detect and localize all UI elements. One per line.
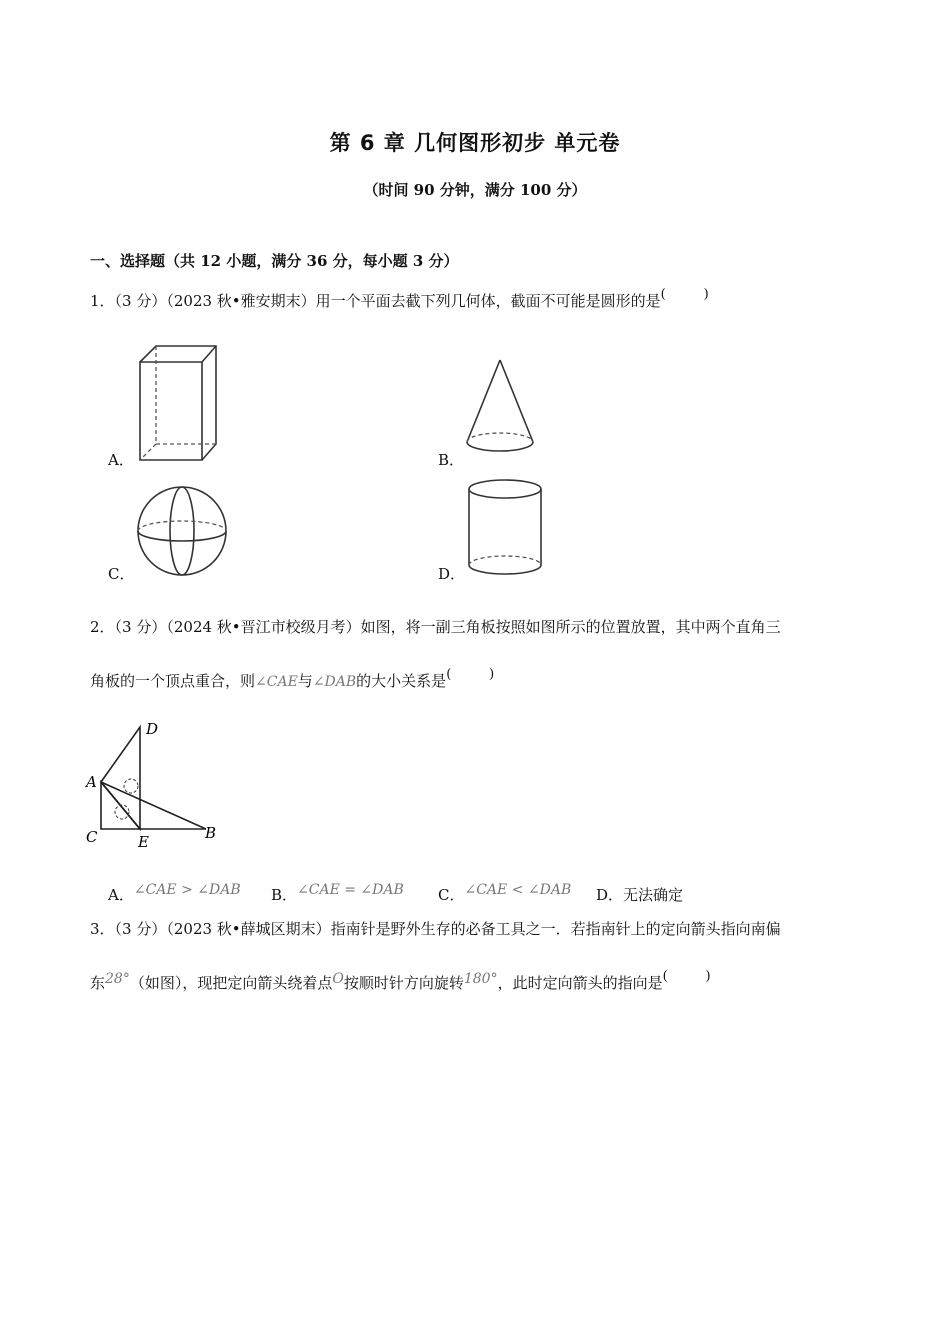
question-source: （2023 秋•薛城区期末） xyxy=(166,920,331,938)
label-d: D xyxy=(146,720,159,738)
question-text: 如图，将一副三角板按照如图所示的位置放置，其中两个直角三 xyxy=(360,618,781,636)
label-a: A xyxy=(86,773,97,791)
q1-option-c-label: C． xyxy=(108,565,135,583)
prism-figure xyxy=(132,342,222,466)
question-score: （3 分） xyxy=(114,920,167,938)
triangle-figure xyxy=(84,716,224,856)
q1-option-a-label: A． xyxy=(108,451,134,469)
question-text: 指南针是野外生存的必备工具之一．若指南针上的定向箭头指向南偏 xyxy=(330,920,781,938)
cylinder-figure xyxy=(466,478,546,580)
question-3 xyxy=(90,918,781,939)
label-b: B xyxy=(205,824,217,842)
page-subtitle: （时间 90 分钟，满分 100 分） xyxy=(363,181,587,199)
question-score: （3 分） xyxy=(114,618,167,636)
question-text: 用一个平面去截下列几何体，截面不可能是圆形的是 xyxy=(315,292,661,310)
question-source: （2024 秋•晋江市校级月考） xyxy=(166,618,361,636)
q1-option-b-label: B． xyxy=(438,451,465,469)
q2-option-b: B．∠CAE = ∠DAB xyxy=(271,882,404,904)
label-e: E xyxy=(138,833,149,851)
question-3-line2: 东28°（如图），现把定向箭头绕着点O按顺时针方向旋转180°，此时定向箭头的指向是( ) xyxy=(90,969,711,992)
answer-blank: ( ) xyxy=(660,287,709,302)
cone-figure xyxy=(462,358,538,460)
section-heading: 一、选择题（共 12 小题，满分 36 分，每小题 3 分） xyxy=(90,252,459,270)
question-source: （2023 秋•雅安期末） xyxy=(166,292,316,310)
angle-dab: ∠DAB xyxy=(312,674,357,690)
q2-option-c: C．∠CAE < ∠DAB xyxy=(438,882,572,904)
question-number: 3． xyxy=(90,920,115,938)
degree-180: 180° xyxy=(463,971,498,987)
page-title: 第 6 章 几何图形初步 单元卷 xyxy=(329,131,621,155)
answer-blank: ( ) xyxy=(662,969,711,984)
question-2 xyxy=(90,616,781,637)
label-c: C xyxy=(86,828,98,846)
question-2-line2: 角板的一个顶点重合，则∠CAE与∠DAB的大小关系是( ) xyxy=(90,667,495,690)
question-number: 1． xyxy=(90,292,115,310)
q1-option-d-label: D． xyxy=(438,565,466,583)
sphere-figure xyxy=(136,484,228,578)
q2-option-a: A．∠CAE > ∠DAB xyxy=(108,882,241,904)
question-number: 2． xyxy=(90,618,115,636)
q2-option-d: D．无法确定 xyxy=(596,886,684,904)
degree-28: 28° xyxy=(105,971,130,987)
question-1 xyxy=(90,287,709,311)
answer-blank: ( ) xyxy=(446,667,495,682)
question-score: （3 分） xyxy=(114,292,167,310)
point-o: O xyxy=(332,971,344,987)
angle-cae: ∠CAE xyxy=(255,674,298,690)
